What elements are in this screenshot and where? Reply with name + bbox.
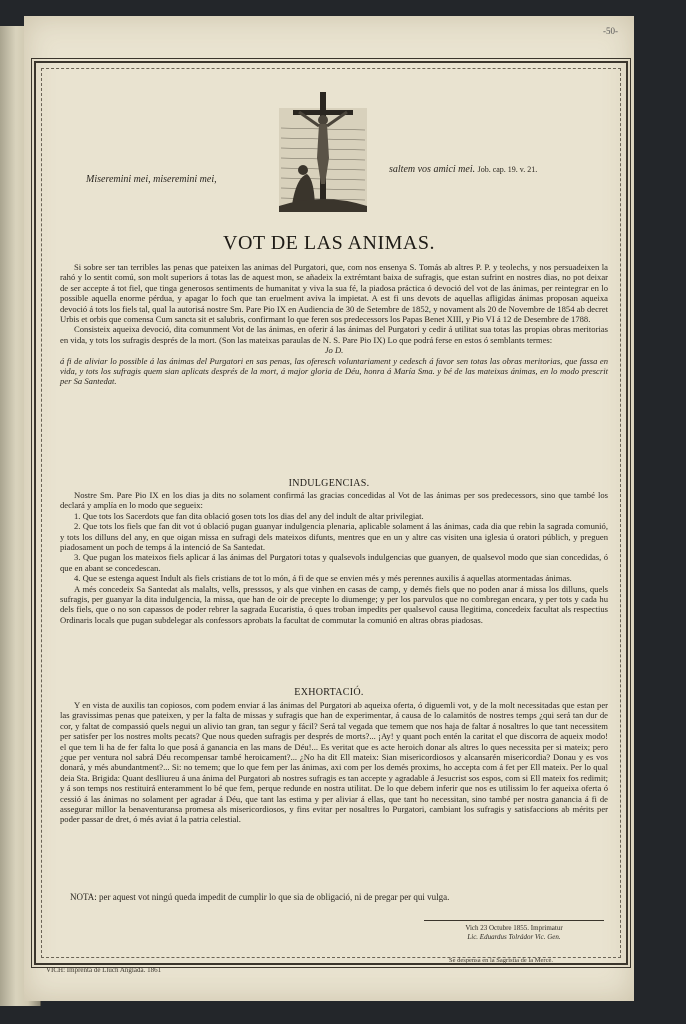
indulgencias-section [60, 490, 608, 625]
epigraph-reference: Job. cap. 19. v. 21. [477, 165, 538, 174]
exhortacio-paragraph: Y en vista de auxilis tan copiosos, com podem enviar á las ánimas del Purgatori ab aqueixa oferta, ó diguemli vot, y de la molt necessitadas que estan per las gravissimas penas que pateixen, y per la falta de missas y sufragis que han de experimentar, á causa de lo calamitós de nostres temps ¿qui será tan dur de cor, y faltat de compassió quels negui un alivio tan gran, tan segur y fácil? Será tal vegada que temem que nos haja de faltar á nosaltres lo que tant necessitem per satisfer per los nostres molts pecats? Que nous queden sufragis per després de morts?... ¡Ay! y quant poch entén la caritat el que discorra de aqueix modo! el que tem li ha de fer falta lo que posá á ganancia en las mans de Déu!... Es veritat que es acte heroich donar als altres lo ques necessita per si mateix; pero ¿que per ventura nol sabrá Déu recompensar també heroicament?... ¿No ha dit Ell mateix: Sian misericordiosos y alcansarén misericordia? Donau y es vos donará, y més abundantment?... Si: no temem; que lo que fem per las ánimas, axi com per los demés proxims, ho accepta com á fet per Ell mateix. Per lo qual deia Sta. Brigida: Quant deslliureu á una ánima del Purgatori ab nostres sufragis es tan accepte y agradable á Jesucrist sos espos, com si Ell mateix fos redimit; y á son temps nos restituirá enteramment lo bé que fem, perque redunde en nostra utilitat. De lo que debem inferir que nos es utilissim lo fer aqueixa oferta ó cessió á las ánimas no solament per agradar á Déu, que tant las estima y per aliviar á ellas, que tant ho necessitan, sino també per nostra ganancia á fi de assegurar millor la benaventuransa promesa als misericordiosos, y fins evitar per nosaltres lo Purgatori, cambiant los sufragis y satisfaccions ab mérits per poder passar de dret, ó més aviat á la patria celestial. [60, 700, 608, 825]
exhortacio-section [60, 700, 608, 825]
document-page [24, 16, 634, 1001]
epigraph-right [389, 164, 537, 175]
page-title: VOT DE LAS ANIMAS. [223, 232, 435, 254]
imprimatur-block [424, 920, 604, 942]
indulgencias-paragraph-2: A més concedeix Sa Santedat als malalts, vells, presssos, y als que vinhen en casas de camp, y demés fiels que no poden anar á missa los dilluns, quels sufragis, per guanyar la dita indulgencia, la missa, que han de oir de precepte lo diumenge; y per los parvulos que no combregan encara, y per tots y cada hu dels fiels, que o no son capassos de poder rebrer la sagrada Eucaristia, ó ques troban impedits per qualsevol causa llegitima, concedeix facultat als respectius Ordinaris locals que pugan subdelegar als confessors aprobats la facultat de commutar la comunió en altras obras piadosas. [60, 583, 608, 625]
epigraph-text: saltem vos amici mei. [389, 164, 476, 175]
nota-line: NOTA: per aquest vot ningú queda impedit de cumplir lo que sia de obligació, ni de pregar per qui vulga. [70, 892, 450, 902]
signature-line: Jo D. [324, 345, 344, 356]
intro-section [60, 262, 608, 387]
imprimatur-line-1: Vich 23 Octubre 1855. Imprimatur [465, 924, 563, 932]
crucifix-engraving [279, 88, 367, 212]
intro-paragraph-1: Si sobre ser tan terribles las penas que pateixen las animas del Purgatori, que, com nos ensenya S. Tomás ab altres P. P. y teolechs, y nos persuadeixen la rahó y lo sentit comú, son molt superiors á totas las de aquest mon, se añadeix la extrémtant baixa de sufragis, que estan sufrint en nostres dias, no pot deixar de ser accepte á tot fiel, que tinga generosos sentiments de humanitat y viva la sua fé, la piadosa práctica ó devoció del vot de las ánimas, per reintegrar en lo possible aquella enorme pérdua, y apagar lo foch que tan eruelment aviva la impietat. A est fi uns devots de aquellas afligidas ánimas proposan aqueixa devoció á tots los fiels tal, qual la autorisá nostre Sm. Pare Pio IX en Audiencia de 30 de Setembre de 1852, y novament als 20 de Novembre de 1854 ab decret Urbis et orbis que comensa Cum sancta sit et salubris, confirmant lo que feren sos predecessors los Papas Benet XIII, y Pio VI á 12 de Desembre de 1788. [60, 262, 608, 325]
indulgencias-item: 1. Que tots los Sacerdots que fan dita oblació gosen tots los dias del any del indult de altar privilegiat. [74, 510, 424, 521]
epigraph-left: Miseremini mei, miseremini mei, [86, 174, 217, 185]
intro-paragraph-3: á fi de aliviar lo possible á las ánimas del Purgatori en sas penas, las oferesch voluntariament y cedesch á favor sen totas las obras meritorias, que fassa en vida, y tots los sufragis quem sian aplicats després de la mort, á major gloria de Déu, honra á María Sma. y bé de las mateixas ánimas, en lo modo prescrit per Sa Santedat. [60, 355, 608, 387]
distribution-note: Se despensa en la Sagristía de la Mercé. [449, 957, 553, 964]
section-heading-indulgencias: INDULGENCIAS. [288, 478, 370, 489]
printer-imprint: VICH: Imprenta de Lluch Anglada. 1861 [46, 966, 162, 974]
intro-paragraph-2: Consisteix aqueixa devoció, dita comunment Vot de las ánimas, en oferir á las ánimas del Purgatori y cedir á utilitat sua totas las propias obras meritorias en vida, y tots los sufragis després de la mort. (Son las mateixas paraulas de N. S. Pare Pio IX) Lo que podrá ferse en estos ó semblants termes: [60, 324, 608, 345]
indulgencias-item: 2. Que tots los fiels que fan dit vot ú oblació pugan guanyar indulgencia plenaria, aplicable solament á las ánimas, cada dia que rebin la sagrada comunió, y tots los dilluns del any, en que oigan missa en sufragi dels mateixos difunts, mentres que en un y altre cas visiten una iglesia ú oratori públich, y preguen piadosament un poch de temps á la intenció de Sa Santedat. [60, 521, 608, 553]
indulgencias-item: 4. Que se estenga aquest Indult als fiels cristians de tot lo món, á fi de que se envien més y més perennes auxilis á aquellas atormentadas ánimas. [74, 573, 572, 584]
section-heading-exhortacio: EXHORTACIÓ. [294, 687, 364, 698]
imprimatur-line-2: Lic. Eduardus Tolrádor Vic. Gen. [467, 933, 561, 941]
indulgencias-paragraph-1: Nostre Sm. Pare Pio IX en los dias ja dits no solament confirmá las gracias concedidas al Vot de las ánimas per sos predecessors, sino que també los declará y amplía en lo modo que segueix: [60, 490, 608, 511]
indulgencias-item: 3. Que pugan los mateixos fiels aplicar á las ánimas del Purgatori totas y qualsevols indulgencias que guanyen, de qualsevol modo que sian concedidas, ó que en abant se concedescan. [60, 552, 608, 573]
page-number: -50- [603, 26, 618, 36]
